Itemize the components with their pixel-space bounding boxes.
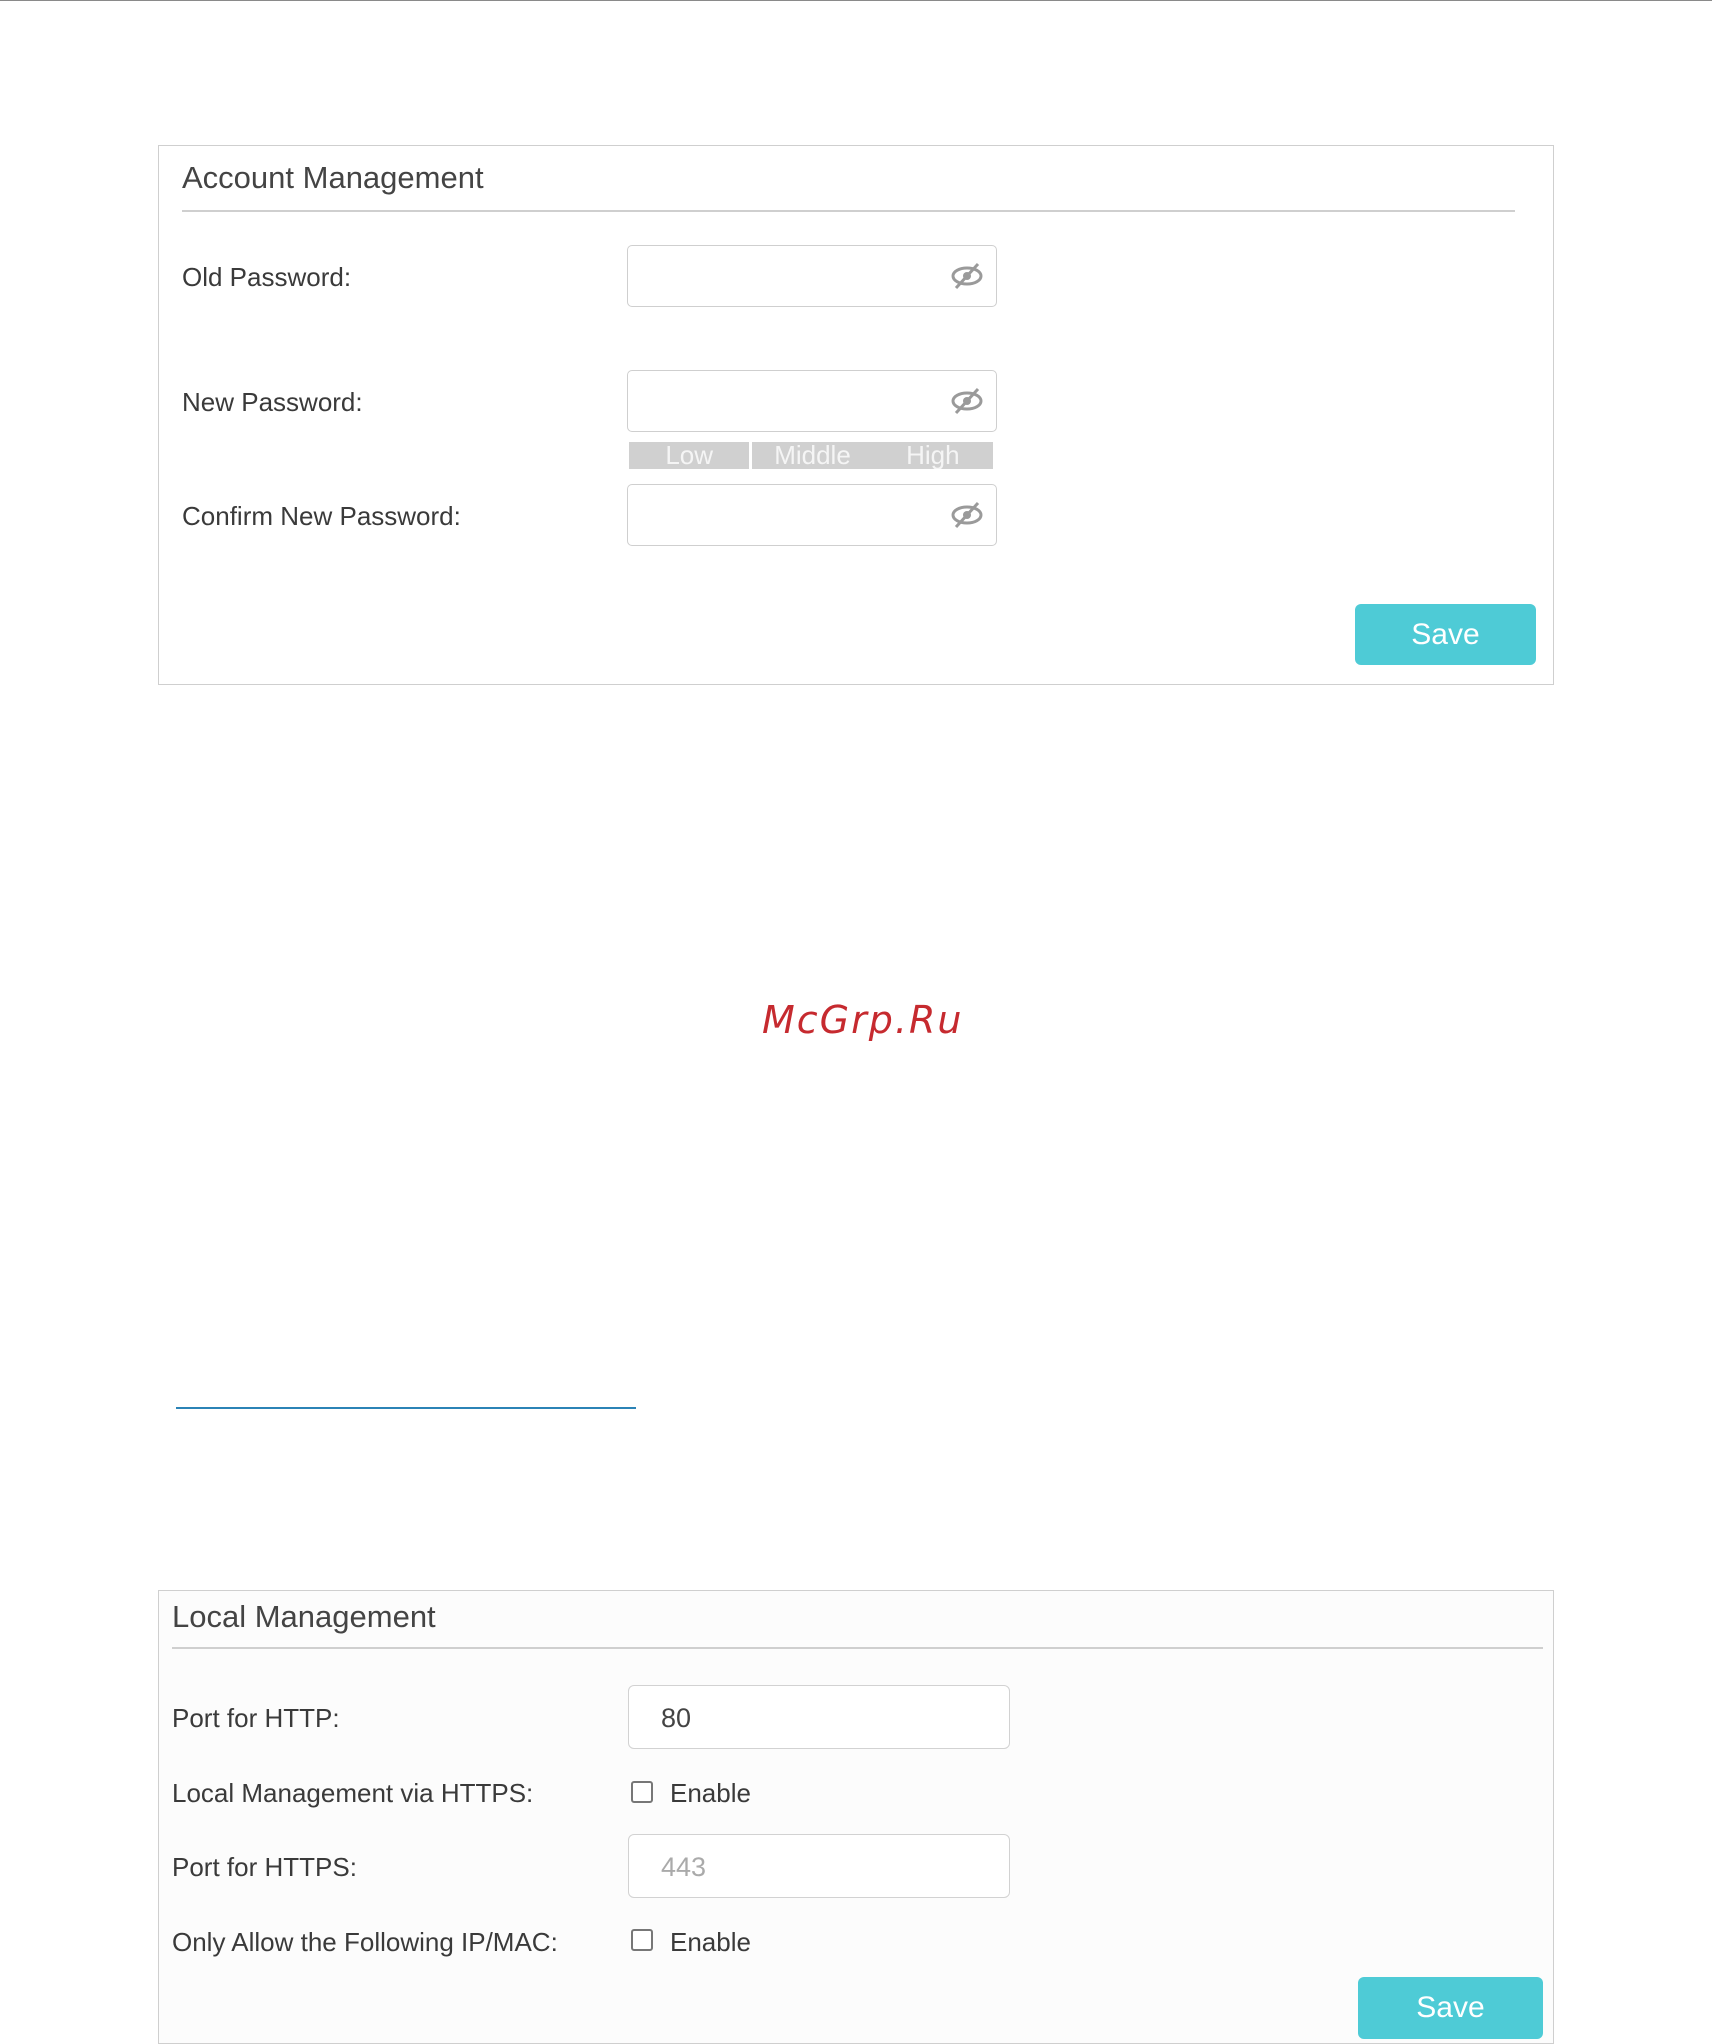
account-management-panel (158, 145, 1554, 685)
watermark-text: McGrp.Ru (762, 998, 964, 1042)
new-password-input[interactable] (642, 379, 936, 425)
confirm-password-input[interactable] (642, 493, 936, 539)
https-port-label: Port for HTTPS: (172, 1852, 357, 1882)
title-divider (172, 1647, 1543, 1649)
password-strength-meter (629, 442, 993, 469)
eye-hidden-icon[interactable] (950, 386, 984, 416)
ipmac-restriction-label: Only Allow the Following IP/MAC: (172, 1927, 558, 1957)
top-divider (0, 0, 1712, 1)
http-port-input[interactable] (659, 1694, 993, 1742)
confirm-password-field[interactable] (627, 484, 997, 546)
https-enable-label[interactable]: Enable (670, 1778, 751, 1808)
http-port-label: Port for HTTP: (172, 1703, 340, 1733)
https-port-input[interactable] (659, 1843, 993, 1891)
https-management-label: Local Management via HTTPS: (172, 1778, 534, 1808)
eye-hidden-icon[interactable] (950, 261, 984, 291)
http-port-field[interactable] (628, 1685, 1010, 1749)
https-enable-checkbox[interactable] (631, 1781, 653, 1803)
panel-title: Local Management (172, 1599, 436, 1634)
section-rule (176, 1407, 636, 1409)
save-button[interactable]: Save (1358, 1977, 1543, 2039)
new-password-label: New Password: (182, 387, 363, 417)
old-password-input[interactable] (642, 254, 936, 300)
new-password-field[interactable] (627, 370, 997, 432)
https-port-field[interactable] (628, 1834, 1010, 1898)
old-password-field[interactable] (627, 245, 997, 307)
panel-title: Account Management (182, 160, 484, 195)
local-management-panel (158, 1590, 1554, 2044)
ipmac-enable-label[interactable]: Enable (670, 1927, 751, 1957)
strength-low: Low (629, 442, 752, 469)
strength-high: High (906, 442, 960, 469)
confirm-password-label: Confirm New Password: (182, 501, 461, 531)
old-password-label: Old Password: (182, 262, 352, 292)
ipmac-enable-checkbox[interactable] (631, 1929, 653, 1951)
save-button[interactable]: Save (1355, 604, 1536, 665)
eye-hidden-icon[interactable] (950, 500, 984, 530)
title-divider (182, 210, 1515, 212)
strength-middle: Middle (774, 442, 851, 469)
